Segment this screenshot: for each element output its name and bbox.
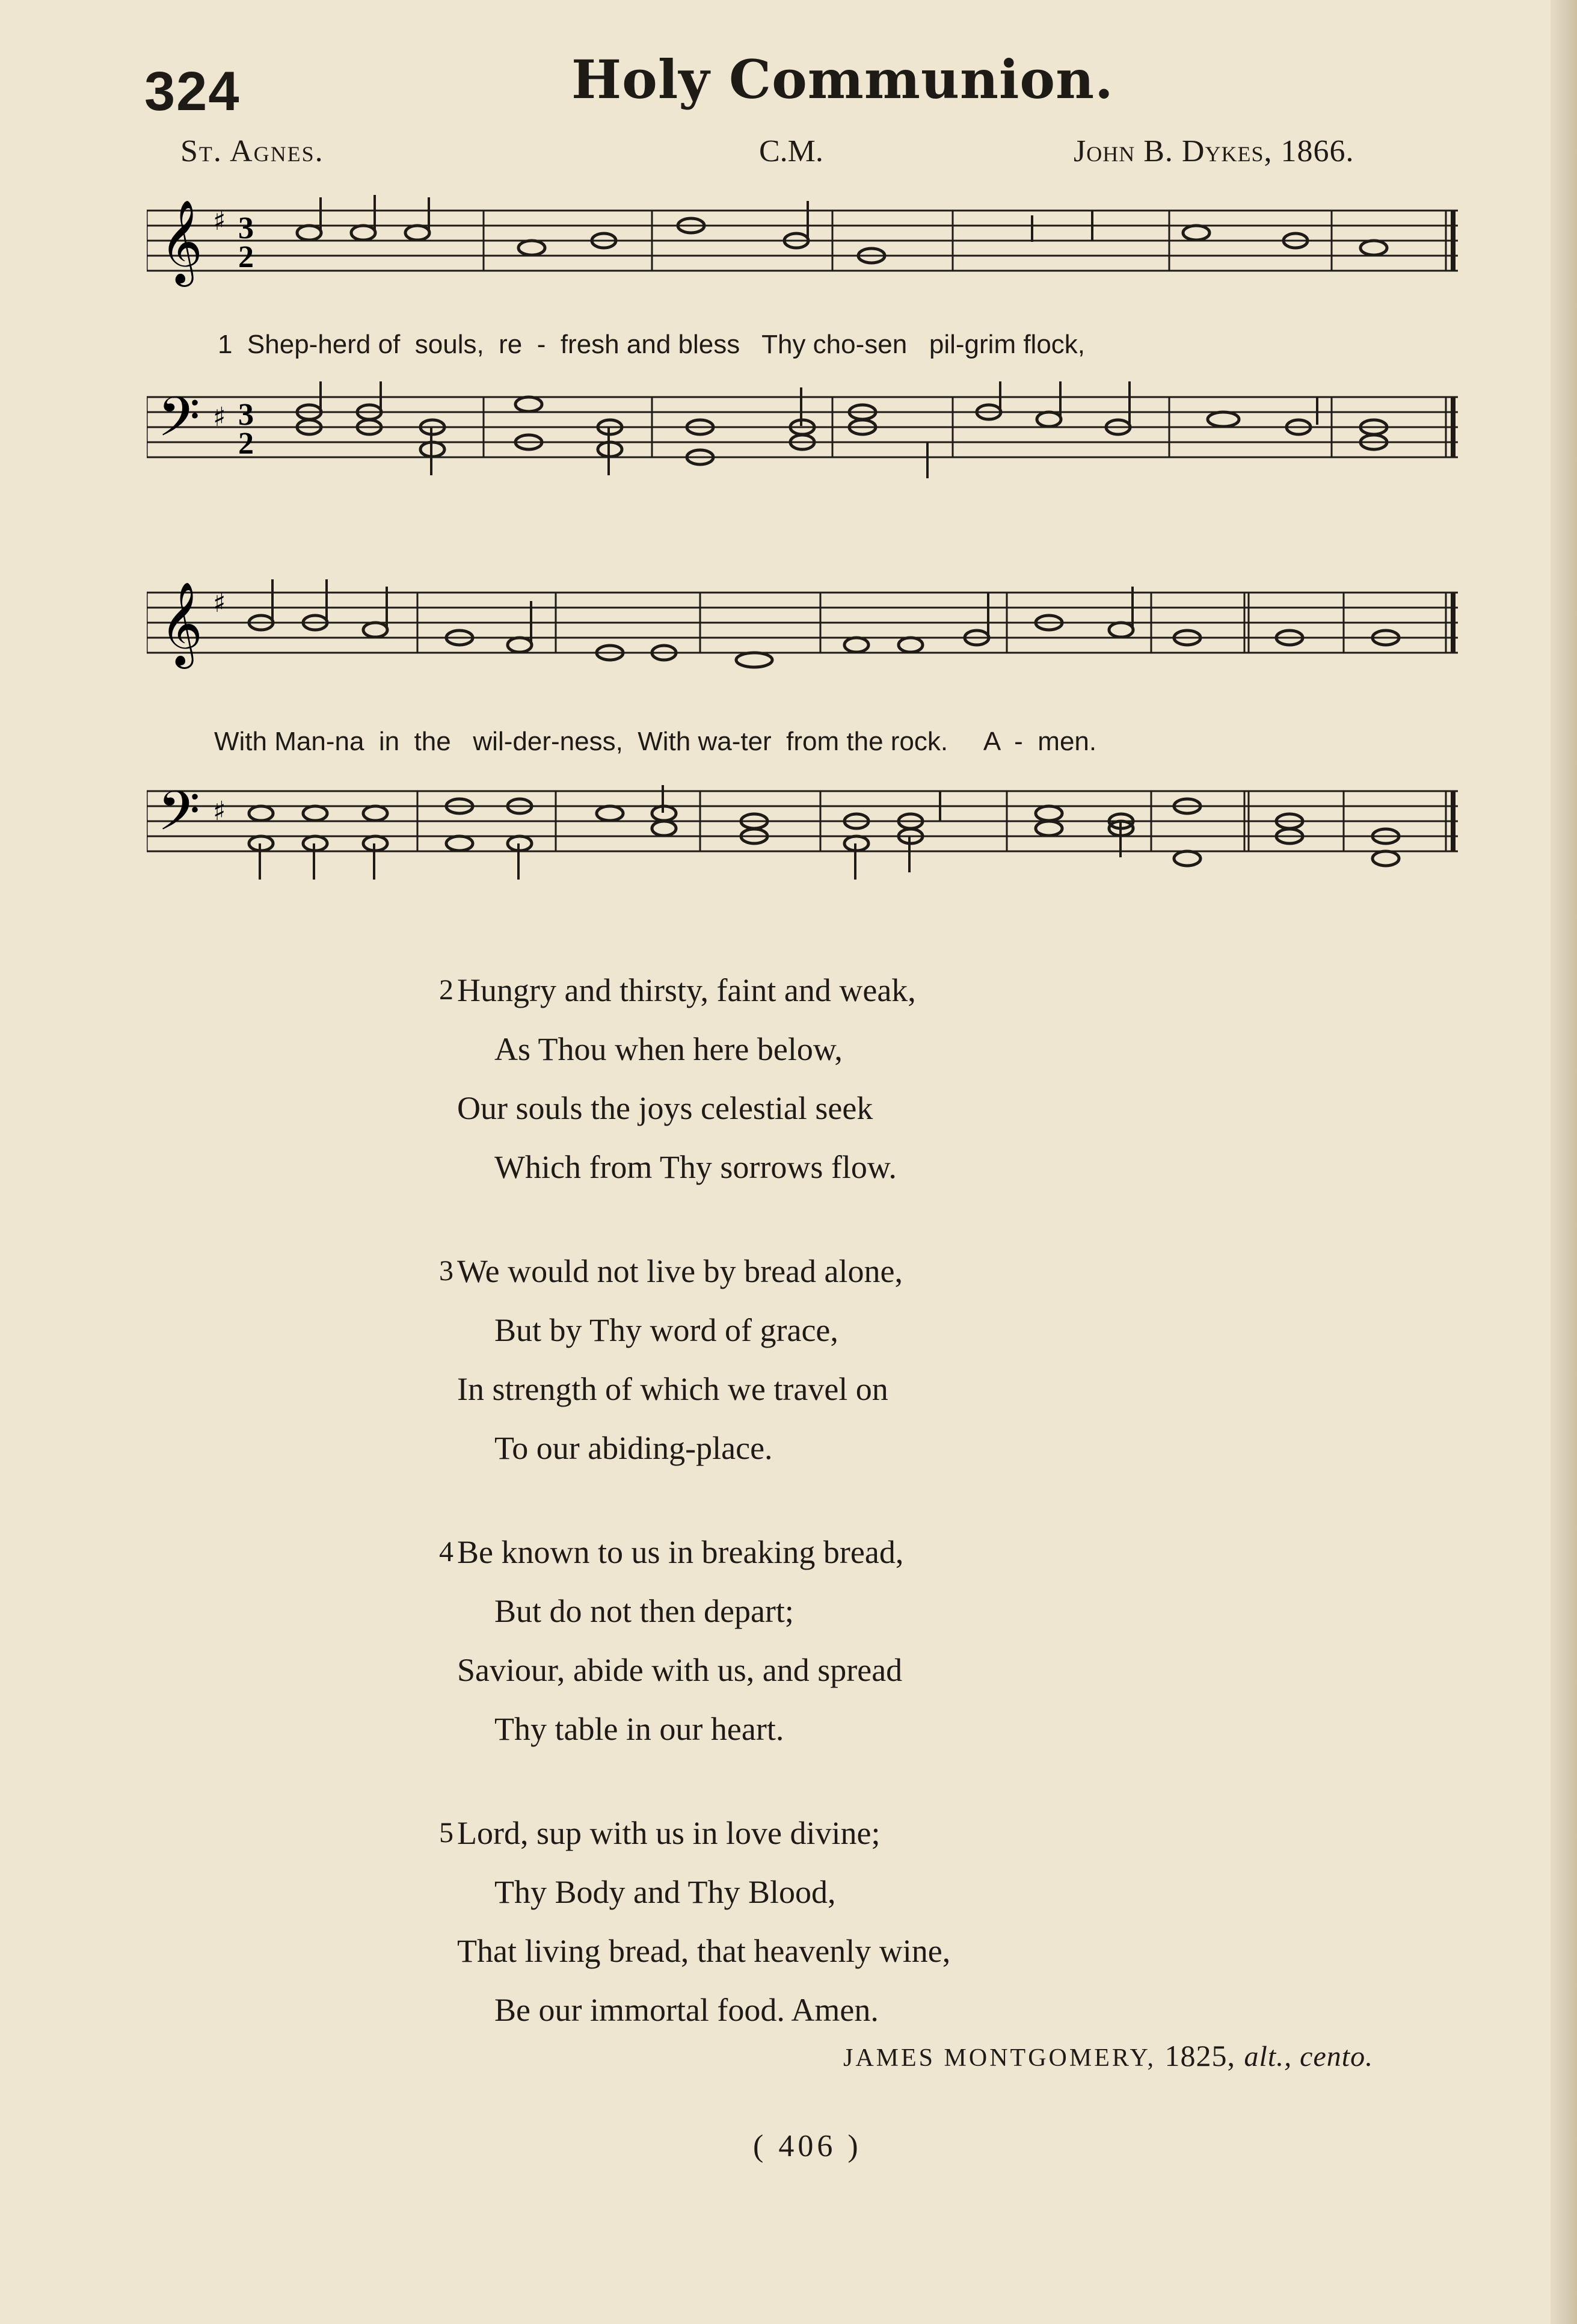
verse-number: 2 — [439, 974, 453, 1006]
verse-line: Hungry and thirsty, faint and weak, — [457, 972, 916, 1008]
verse-line: We would not live by bread alone, — [457, 1253, 903, 1289]
verse-2 — [439, 961, 916, 1197]
verse-number: 4 — [439, 1536, 453, 1568]
system-1-treble-staff — [147, 193, 1458, 307]
verse-number: 5 — [439, 1817, 453, 1849]
verse-line: Saviour, abide with us, and spread — [457, 1652, 903, 1688]
page-number: ( 406 ) — [753, 2129, 862, 2163]
attribution-year: 1825, — [1164, 2039, 1235, 2073]
system-2-bass-staff — [147, 773, 1458, 905]
verse-line: That living bread, that heavenly wine, — [457, 1933, 951, 1969]
verse-line: Be known to us in breaking bread, — [457, 1534, 904, 1570]
attribution-note: alt., cento. — [1244, 2041, 1374, 2073]
section-title: Holy Communion. — [571, 48, 1114, 111]
tune-meter: C.M. — [759, 134, 823, 168]
svg-text:3: 3 — [238, 398, 254, 432]
svg-text:𝄢: 𝄢 — [158, 385, 200, 462]
verse-4 — [439, 1523, 904, 1758]
text-attribution — [843, 2038, 1373, 2073]
verse-5 — [439, 1804, 951, 2039]
hymn-number: 324 — [144, 61, 241, 122]
svg-text:2: 2 — [238, 240, 254, 274]
svg-text:𝄞: 𝄞 — [160, 200, 203, 283]
page-edge — [1551, 0, 1577, 2324]
lyrics-line-2: With Man-na in the wil-der-ness, With wa-ter from the rock. A - men. — [214, 727, 1097, 756]
svg-text:♯: ♯ — [213, 796, 226, 827]
verse-line: Be our immortal food. Amen. — [494, 1992, 879, 2028]
svg-text:𝄞: 𝄞 — [160, 582, 203, 665]
system-2-treble-staff — [147, 575, 1458, 689]
verse-3 — [439, 1242, 903, 1478]
svg-text:♯: ♯ — [213, 206, 226, 236]
verse-line: But do not then depart; — [494, 1593, 794, 1629]
verse-line: But by Thy word of grace, — [494, 1312, 838, 1348]
verse-line: To our abiding-place. — [494, 1430, 773, 1466]
svg-text:♯: ♯ — [213, 402, 226, 433]
verse-line: Lord, sup with us in love divine; — [457, 1815, 881, 1851]
svg-text:♯: ♯ — [213, 588, 226, 618]
verse-line: In strength of which we travel on — [457, 1371, 888, 1407]
verse-number: 3 — [439, 1255, 453, 1287]
verse-line: Thy Body and Thy Blood, — [494, 1874, 836, 1910]
tune-composer: John B. Dykes, 1866. — [1074, 134, 1354, 168]
svg-text:𝄢: 𝄢 — [158, 779, 200, 856]
verse-line: Our souls the joys celestial seek — [457, 1090, 873, 1126]
system-1-bass-staff — [147, 379, 1458, 505]
verse-line: Thy table in our heart. — [494, 1711, 784, 1747]
verse-line: As Thou when here below, — [494, 1031, 843, 1067]
verse-line: Which from Thy sorrows flow. — [494, 1149, 897, 1185]
tune-name: St. Agnes. — [180, 134, 324, 168]
svg-text:2: 2 — [238, 427, 254, 461]
lyrics-line-1: 1 Shep-herd of souls, re - fresh and bless Thy cho-sen pil-grim flock, — [218, 330, 1086, 359]
svg-text:3: 3 — [238, 211, 254, 245]
attribution-author: JAMES MONTGOMERY, — [843, 2044, 1156, 2072]
